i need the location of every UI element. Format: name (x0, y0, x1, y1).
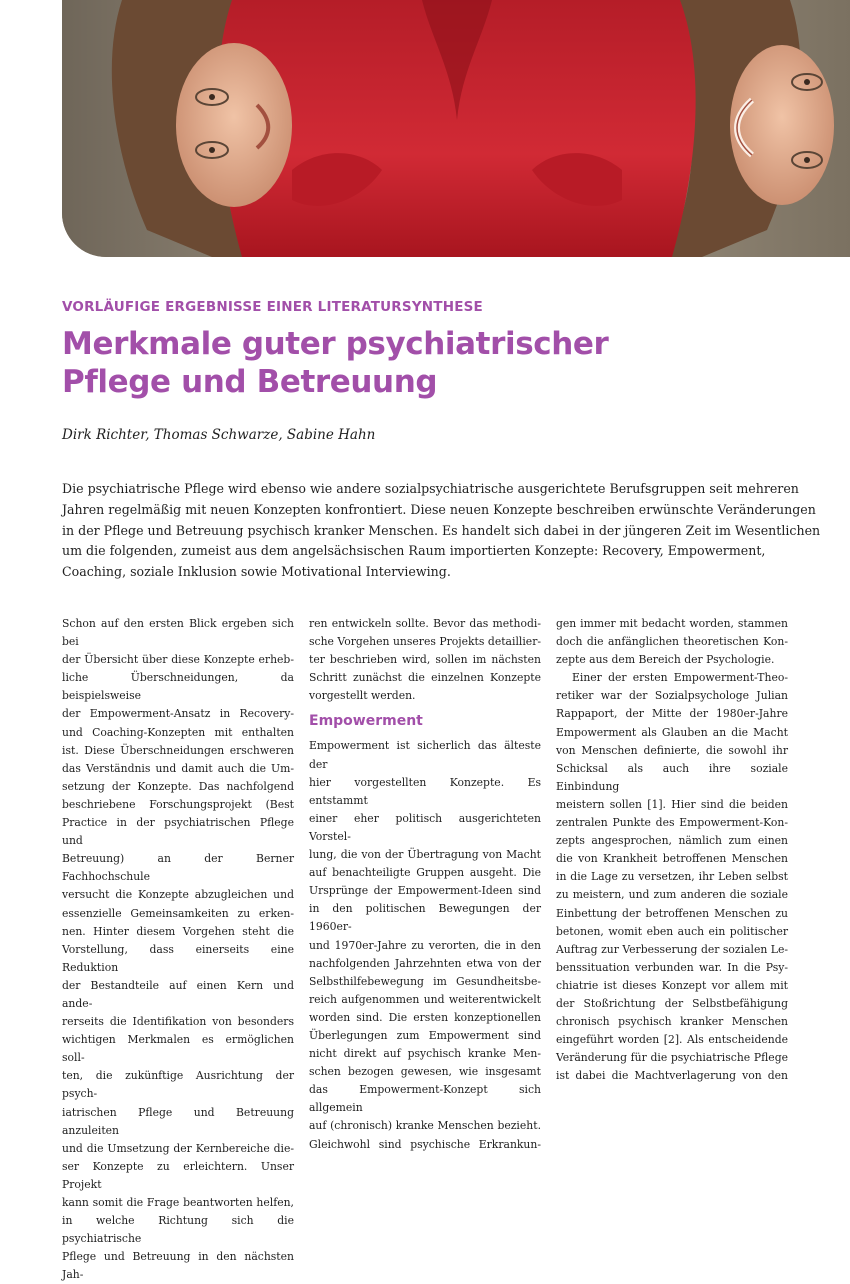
body-line: liche Überschneidungen, da beispielsweise (62, 671, 294, 703)
lead-line: um die folgenden, zumeist aus dem angelsächsischen Raum importierten Konzepte: Recovery, Empowerment, (62, 543, 766, 559)
body-line: sche Vorgehen unseres Projekts detaillier- (309, 635, 541, 649)
body-line: wichtigen Merkmalen es ermöglichen soll- (62, 1033, 294, 1065)
body-line: der Stoßrichtung der Selbstbefähigung (556, 996, 788, 1010)
body-line: Schritt zunächst die einzelnen Konzepte (309, 671, 541, 685)
body-line: ser Konzepte zu erleichtern. Unser Projekt (62, 1159, 294, 1191)
body-line: Schon auf den ersten Blick ergeben sich bei (62, 617, 294, 649)
body-line: benssituation verbunden war. In die Psy- (556, 960, 788, 974)
body-column-3 (556, 615, 788, 1085)
body-line: der Empowerment-Ansatz in Recovery- (62, 707, 294, 721)
body-column-1 (62, 615, 294, 1284)
body-line: setzung der Konzepte. Das nachfolgend (62, 779, 294, 793)
body-line: nen. Hinter diesem Vorgehen steht die (62, 924, 294, 938)
body-line: nachfolgenden Jahrzehnten etwa von der (309, 956, 541, 970)
body-line: das Empowerment-Konzept sich allgemein (309, 1083, 541, 1115)
lead-line: Die psychiatrische Pflege wird ebenso wie andere sozialpsychiatrische ausgerichtete Berufsgruppen seit mehreren (62, 481, 799, 496)
body-line: die von Krankheit betroffenen Menschen (556, 852, 788, 866)
body-line: zentralen Punkte des Empowerment-Kon- (556, 816, 788, 830)
body-line: essenzielle Gemeinsamkeiten zu erken- (62, 906, 294, 920)
body-line: doch die anfänglichen theoretischen Kon- (556, 635, 788, 649)
body-line: versucht die Konzepte abzugleichen und (62, 888, 294, 902)
body-line: zepts angesprochen, nämlich zum einen (556, 834, 788, 848)
body-column-2 (309, 615, 541, 1154)
body-line: eingeführt worden [2]. Als entscheidende (556, 1033, 788, 1047)
body-line: Vorstellung, dass einerseits eine Reduktion (62, 942, 294, 974)
body-line: schen bezogen gewesen, wie insgesamt (309, 1065, 541, 1079)
body-line: einer eher politisch ausgerichteten Vorstel- (309, 811, 541, 843)
body-line: iatrischen Pflege und Betreuung anzuleiten (62, 1105, 294, 1137)
body-line: Practice in der psychiatrischen Pflege und (62, 816, 294, 848)
hero-photo-graphic (62, 0, 850, 257)
lead-line: Coaching, soziale Inklusion sowie Motivational Interviewing. (62, 564, 451, 580)
article-title-line-2: Pflege und Betreuung (62, 364, 438, 400)
body-line: vorgestellt werden. (309, 689, 416, 703)
article-title-line-1: Merkmale guter psychiatrischer (62, 326, 609, 362)
body-line: lung, die von der Übertragung von Macht (309, 848, 541, 862)
article-authors: Dirk Richter, Thomas Schwarze, Sabine Hahn (62, 427, 376, 443)
body-line: Gleichwohl sind psychische Erkrankun- (309, 1137, 541, 1151)
body-line: Betreuung) an der Berner Fachhochschule (62, 852, 294, 884)
body-line: Selbsthilfebewegung im Gesundheitsbe- (309, 974, 541, 988)
lead-line: Jahren regelmäßig mit neuen Konzepten konfrontiert. Diese neuen Konzepte beschreiben erwünschte Veränderungen (62, 501, 816, 517)
body-line: in die Lage zu versetzen, ihr Leben selbst (556, 870, 788, 884)
body-line: betonen, womit eben auch ein politischer (556, 924, 788, 938)
body-line: von Menschen definierte, die sowohl ihr (556, 743, 788, 757)
body-line: chronisch psychisch kranker Menschen (556, 1015, 788, 1029)
body-line: reich aufgenommen und weiterentwickelt (309, 992, 541, 1006)
body-line: meistern sollen [1]. Hier sind die beiden (556, 797, 788, 811)
body-line: und die Umsetzung der Kernbereiche die- (62, 1141, 294, 1155)
body-line: Schicksal als auch ihre soziale Einbindung (556, 761, 788, 793)
article-title (62, 325, 608, 401)
body-line: in den politischen Bewegungen der 1960er- (309, 902, 541, 934)
body-line: hier vorgestellten Konzepte. Es entstammt (309, 775, 541, 807)
lead-line: in der Pflege und Betreuung psychisch kranker Menschen. Es handelt sich dabei in der jüngeren Zeit im Wesentlichen (62, 522, 821, 538)
body-line: ist. Diese Überschneidungen erschweren (62, 743, 294, 757)
body-line: der Übersicht über diese Konzepte erheb- (62, 653, 294, 667)
body-line: chiatrie ist dieses Konzept vor allem mit (556, 978, 788, 992)
article-lead (62, 479, 821, 583)
body-line: Einbettung der betroffenen Menschen zu (556, 906, 788, 920)
body-line: ter beschrieben wird, sollen im nächsten (309, 653, 541, 667)
body-line: Empowerment als Glauben an die Macht (556, 725, 788, 739)
article-kicker: VORLÄUFIGE ERGEBNISSE EINER LITERATURSYNTHESE (62, 299, 483, 316)
hero-photo (62, 0, 850, 257)
section-heading-empowerment: Empowerment (309, 713, 423, 730)
body-line: Empowerment ist sicherlich das älteste der (309, 739, 541, 771)
body-line: zepte aus dem Bereich der Psychologie. (556, 653, 775, 667)
body-line: gen immer mit bedacht worden, stammen (556, 617, 788, 630)
body-line: auf (chronisch) kranke Menschen bezieht. (309, 1119, 541, 1133)
body-line: retiker war der Sozialpsychologe Julian (556, 689, 788, 703)
body-line: und Coaching-Konzepten mit enthalten (62, 725, 294, 739)
body-line: beschriebene Forschungsprojekt (Best (62, 797, 294, 811)
body-line: Einer der ersten Empowerment-Theo- (572, 671, 788, 685)
body-line: ist dabei die Machtverlagerung von den (556, 1069, 788, 1083)
body-line: Pflege und Betreuung in den nächsten Jah- (62, 1250, 294, 1282)
body-line: nicht direkt auf psychisch kranke Men- (309, 1047, 541, 1061)
body-line: ren entwickeln sollte. Bevor das methodi- (309, 617, 541, 630)
body-line: auf benachteiligte Gruppen ausgeht. Die (309, 866, 541, 880)
body-line: ten, die zukünftige Ausrichtung der psych- (62, 1069, 294, 1101)
body-line: das Verständnis und damit auch die Um- (62, 761, 294, 775)
body-line: zu meistern, und zum anderen die soziale (556, 888, 788, 902)
body-line: Veränderung für die psychiatrische Pflege (556, 1051, 788, 1065)
body-line: Auftrag zur Verbesserung der sozialen Le- (556, 942, 788, 956)
body-line: Rappaport, der Mitte der 1980er-Jahre (556, 707, 788, 721)
body-line: kann somit die Frage beantworten helfen, (62, 1196, 294, 1209)
body-line: Ursprünge der Empowerment-Ideen sind (309, 884, 541, 898)
body-line: der Bestandteile auf einen Kern und ande- (62, 978, 294, 1010)
body-line: worden sind. Die ersten konzeptionellen (309, 1010, 541, 1024)
body-line: rerseits die Identifikation von besonders (62, 1015, 294, 1029)
body-line: und 1970er-Jahre zu verorten, die in den (309, 938, 541, 952)
body-line: Überlegungen zum Empowerment sind (309, 1028, 541, 1042)
body-line: in welche Richtung sich die psychiatrische (62, 1214, 294, 1246)
